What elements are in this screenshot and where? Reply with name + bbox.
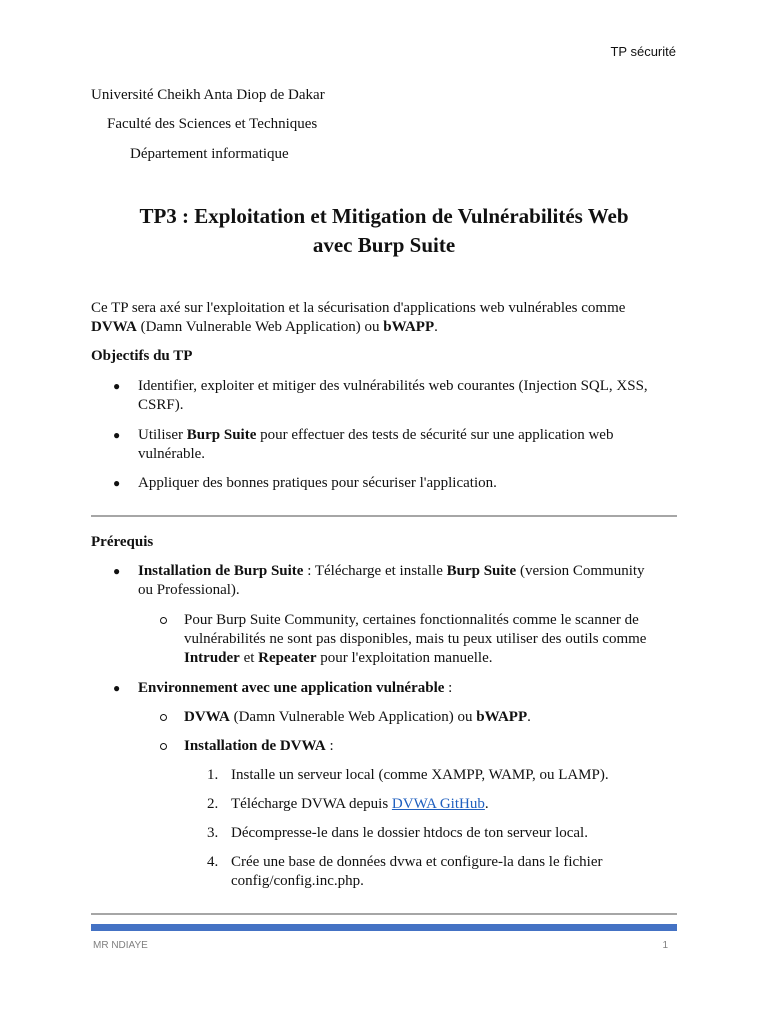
page-header: TP sécurité (610, 44, 676, 59)
intro-line-1: Ce TP sera axé sur l'exploitation et la sécurisation d'applications web vulnérables comme (91, 300, 626, 316)
section-divider (91, 515, 677, 517)
objective-1-line-1: Identifier, exploiter et mitiger des vulnérabilités web courantes (Injection SQL, XSS, (138, 378, 648, 394)
prereq-sub-line-3: Intruder et Repeater pour l'exploitation manuelle. (184, 650, 493, 666)
objective-1-line-2: CSRF). (138, 397, 184, 413)
prereq-sub-line-1: Pour Burp Suite Community, certaines fonctionnalités comme le scanner de (184, 612, 639, 628)
footer-bar (91, 924, 677, 931)
circle-bullet-icon (160, 714, 167, 721)
title-line-1: TP3 : Exploitation et Mitigation de Vulnérabilités Web (139, 204, 629, 228)
intro-line-2: DVWA (Damn Vulnerable Web Application) ou bWAPP. (91, 319, 438, 335)
step-number: 2. (207, 796, 219, 812)
objective-3: Appliquer des bonnes pratiques pour sécuriser l'application. (138, 475, 497, 491)
step-4-line-1: Crée une base de données dvwa et configure-la dans le fichier (231, 854, 603, 870)
objectives-heading: Objectifs du TP (91, 348, 193, 364)
prereq-env-sub-2: Installation de DVWA : (184, 738, 334, 754)
step-number: 4. (207, 854, 219, 870)
intro-bwapp: bWAPP (383, 319, 435, 335)
step-number: 3. (207, 825, 219, 841)
faculty-name: Faculté des Sciences et Techniques (107, 116, 318, 132)
intro-dvwa: DVWA (91, 319, 137, 335)
page-number: 1 (662, 940, 668, 951)
step-number: 1. (207, 767, 219, 783)
step-4-line-2: config/config.inc.php. (231, 873, 364, 889)
prereq-install-line-2: ou Professional). (138, 582, 240, 598)
prereq-install-line-1: Installation de Burp Suite : Télécharge et installe Burp Suite (version Community (138, 563, 645, 579)
step-1: Installe un serveur local (comme XAMPP, WAMP, ou LAMP). (231, 767, 609, 783)
prereq-heading: Prérequis (91, 534, 154, 550)
bullet-icon: ● (113, 379, 121, 393)
bullet-icon: ● (113, 681, 121, 695)
department-name: Département informatique (130, 146, 289, 162)
prereq-env-sub-1: DVWA (Damn Vulnerable Web Application) ou bWAPP. (184, 709, 531, 725)
prereq-env: Environnement avec une application vulnérable : (138, 680, 453, 696)
page-title (0, 202, 768, 260)
prereq-sub-line-2: vulnérabilités ne sont pas disponibles, mais tu peux utiliser des outils comme (184, 631, 647, 647)
bullet-icon: ● (113, 476, 121, 490)
title-line-2: avec Burp Suite (312, 233, 456, 257)
objective-2-line-1: Utiliser Burp Suite pour effectuer des tests de sécurité sur une application web (138, 427, 614, 443)
bullet-icon: ● (113, 564, 121, 578)
bullet-icon: ● (113, 428, 121, 442)
university-name: Université Cheikh Anta Diop de Dakar (91, 87, 325, 103)
step-2: Télécharge DVWA depuis DVWA GitHub. (231, 796, 489, 812)
objective-2-line-2: vulnérable. (138, 446, 206, 462)
circle-bullet-icon (160, 743, 167, 750)
footer-author: MR NDIAYE (93, 940, 148, 951)
dvwa-github-link[interactable]: DVWA GitHub (391, 796, 485, 812)
circle-bullet-icon (160, 617, 167, 624)
footer-divider (91, 913, 677, 915)
step-3: Décompresse-le dans le dossier htdocs de ton serveur local. (231, 825, 588, 841)
